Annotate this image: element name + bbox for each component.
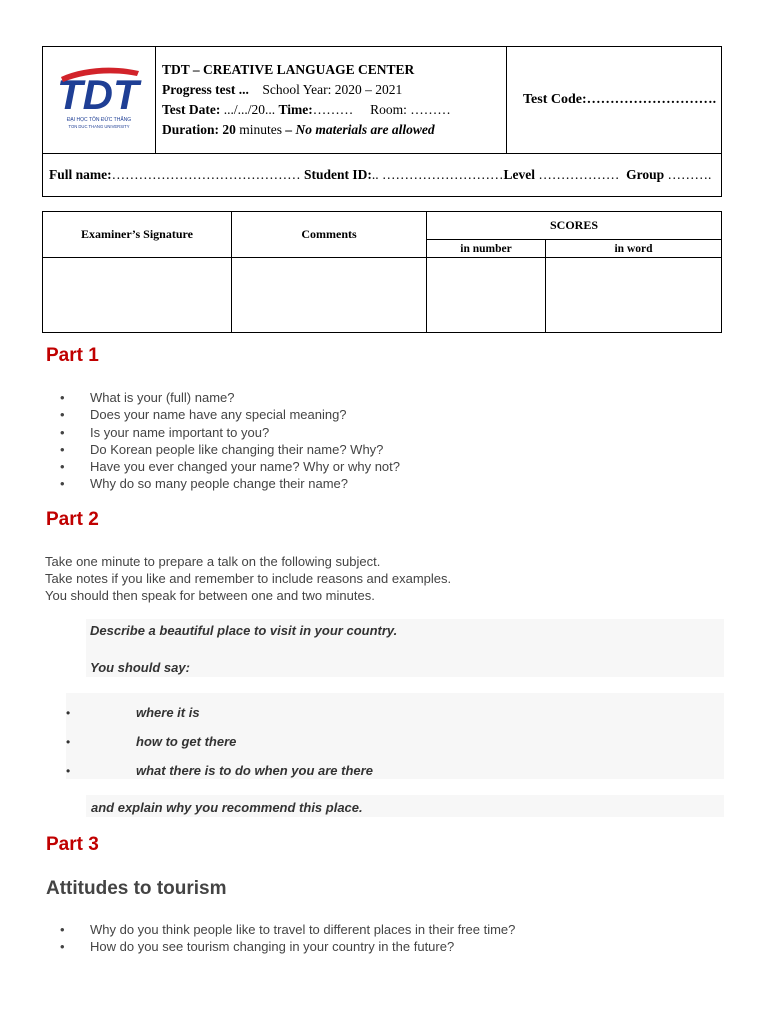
cue-point: what there is to do when you are there [136,763,373,778]
test-code-cell [507,47,722,154]
test-date-value: .../.../20... [223,102,276,117]
student-details-row [43,154,722,197]
duration-unit: minutes [239,122,282,137]
logo-cell [43,47,156,154]
list-item: • Is your name important to you? [46,424,400,441]
list-item: • Have you ever changed your name? Why or why not? [46,458,400,475]
bullet-icon: • [66,706,71,720]
tdt-logo [53,63,145,133]
part3-question-list [46,921,515,956]
bullet-icon: • [66,735,71,749]
bullet-icon: • [66,764,71,778]
examiner-signature-header: Examiner’s Signature [43,212,232,258]
instruction-line: Take one minute to prepare a talk on the following subject. [45,554,381,569]
scores-header: SCORES [427,212,722,240]
part1-question-list [46,389,400,493]
level-field: ……………… [538,167,620,182]
comments-cell [232,258,427,333]
cue-point: where it is [136,705,200,720]
in-word-header: in word [546,240,722,258]
group-field: ………. [667,167,712,182]
room-label: Room: [370,102,407,117]
header-table [42,46,722,197]
instruction-line: You should then speak for between one and two minutes. [45,588,375,603]
score-number-cell [427,258,546,333]
list-item: • Does your name have any special meaning? [46,406,400,423]
test-info-cell [156,47,507,154]
list-item: • What is your (full) name? [46,389,400,406]
cue-title: Describe a beautiful place to visit in your country. [90,623,398,638]
in-number-header: in number [427,240,546,258]
student-id-label: Student ID: [304,167,372,182]
room-value: ……… [410,102,451,117]
progress-label: Progress test ... [162,82,249,97]
full-name-field: …………………………………… [111,167,301,182]
list-item: • How do you see tourism changing in your country in the future? [46,938,515,955]
level-label: Level [503,167,536,182]
part2-instructions [45,553,451,604]
cue-say: You should say: [90,660,190,675]
time-value: ……… [312,102,354,117]
school-year-value: 2020 – 2021 [334,82,403,97]
score-word-cell [546,258,722,333]
cue-explain: and explain why you recommend this place. [91,800,363,815]
list-item: • Do Korean people like changing their name? Why? [46,441,400,458]
logo-caption-vn: ĐẠI HỌC TÔN ĐỨC THẮNG [66,116,132,123]
list-item: • Why do so many people change their name? [46,475,400,492]
full-name-label: Full name: [49,167,112,182]
logo-caption-en: TON DUC THANG UNIVERSITY [68,123,130,129]
examiner-signature-cell [43,258,232,333]
list-item: • Why do you think people like to travel to different places in their free time? [46,921,515,938]
part2-heading: Part 2 [46,509,99,530]
duration-label: Duration: [162,122,219,137]
instruction-line: Take notes if you like and remember to include reasons and examples. [45,571,452,586]
time-label: Time: [278,102,313,117]
part3-heading: Part 3 [46,834,99,855]
test-date-label: Test Date: [162,102,221,117]
part1-heading: Part 1 [46,345,99,366]
duration-note: – No materials are allowed [285,122,435,137]
school-year-label: School Year: [262,82,332,97]
logo-letters: TDT [57,70,139,118]
comments-header: Comments [232,212,427,258]
student-id-field: .. ……………………… [371,167,504,182]
scores-table [42,211,722,333]
part3-topic: Attitudes to tourism [46,878,227,899]
test-code-label: Test Code:………………………. [523,92,717,107]
cue-point: how to get there [136,734,237,749]
center-name: TDT – CREATIVE LANGUAGE CENTER [162,62,415,77]
group-label: Group [626,167,665,182]
duration-number: 20 [222,122,236,137]
